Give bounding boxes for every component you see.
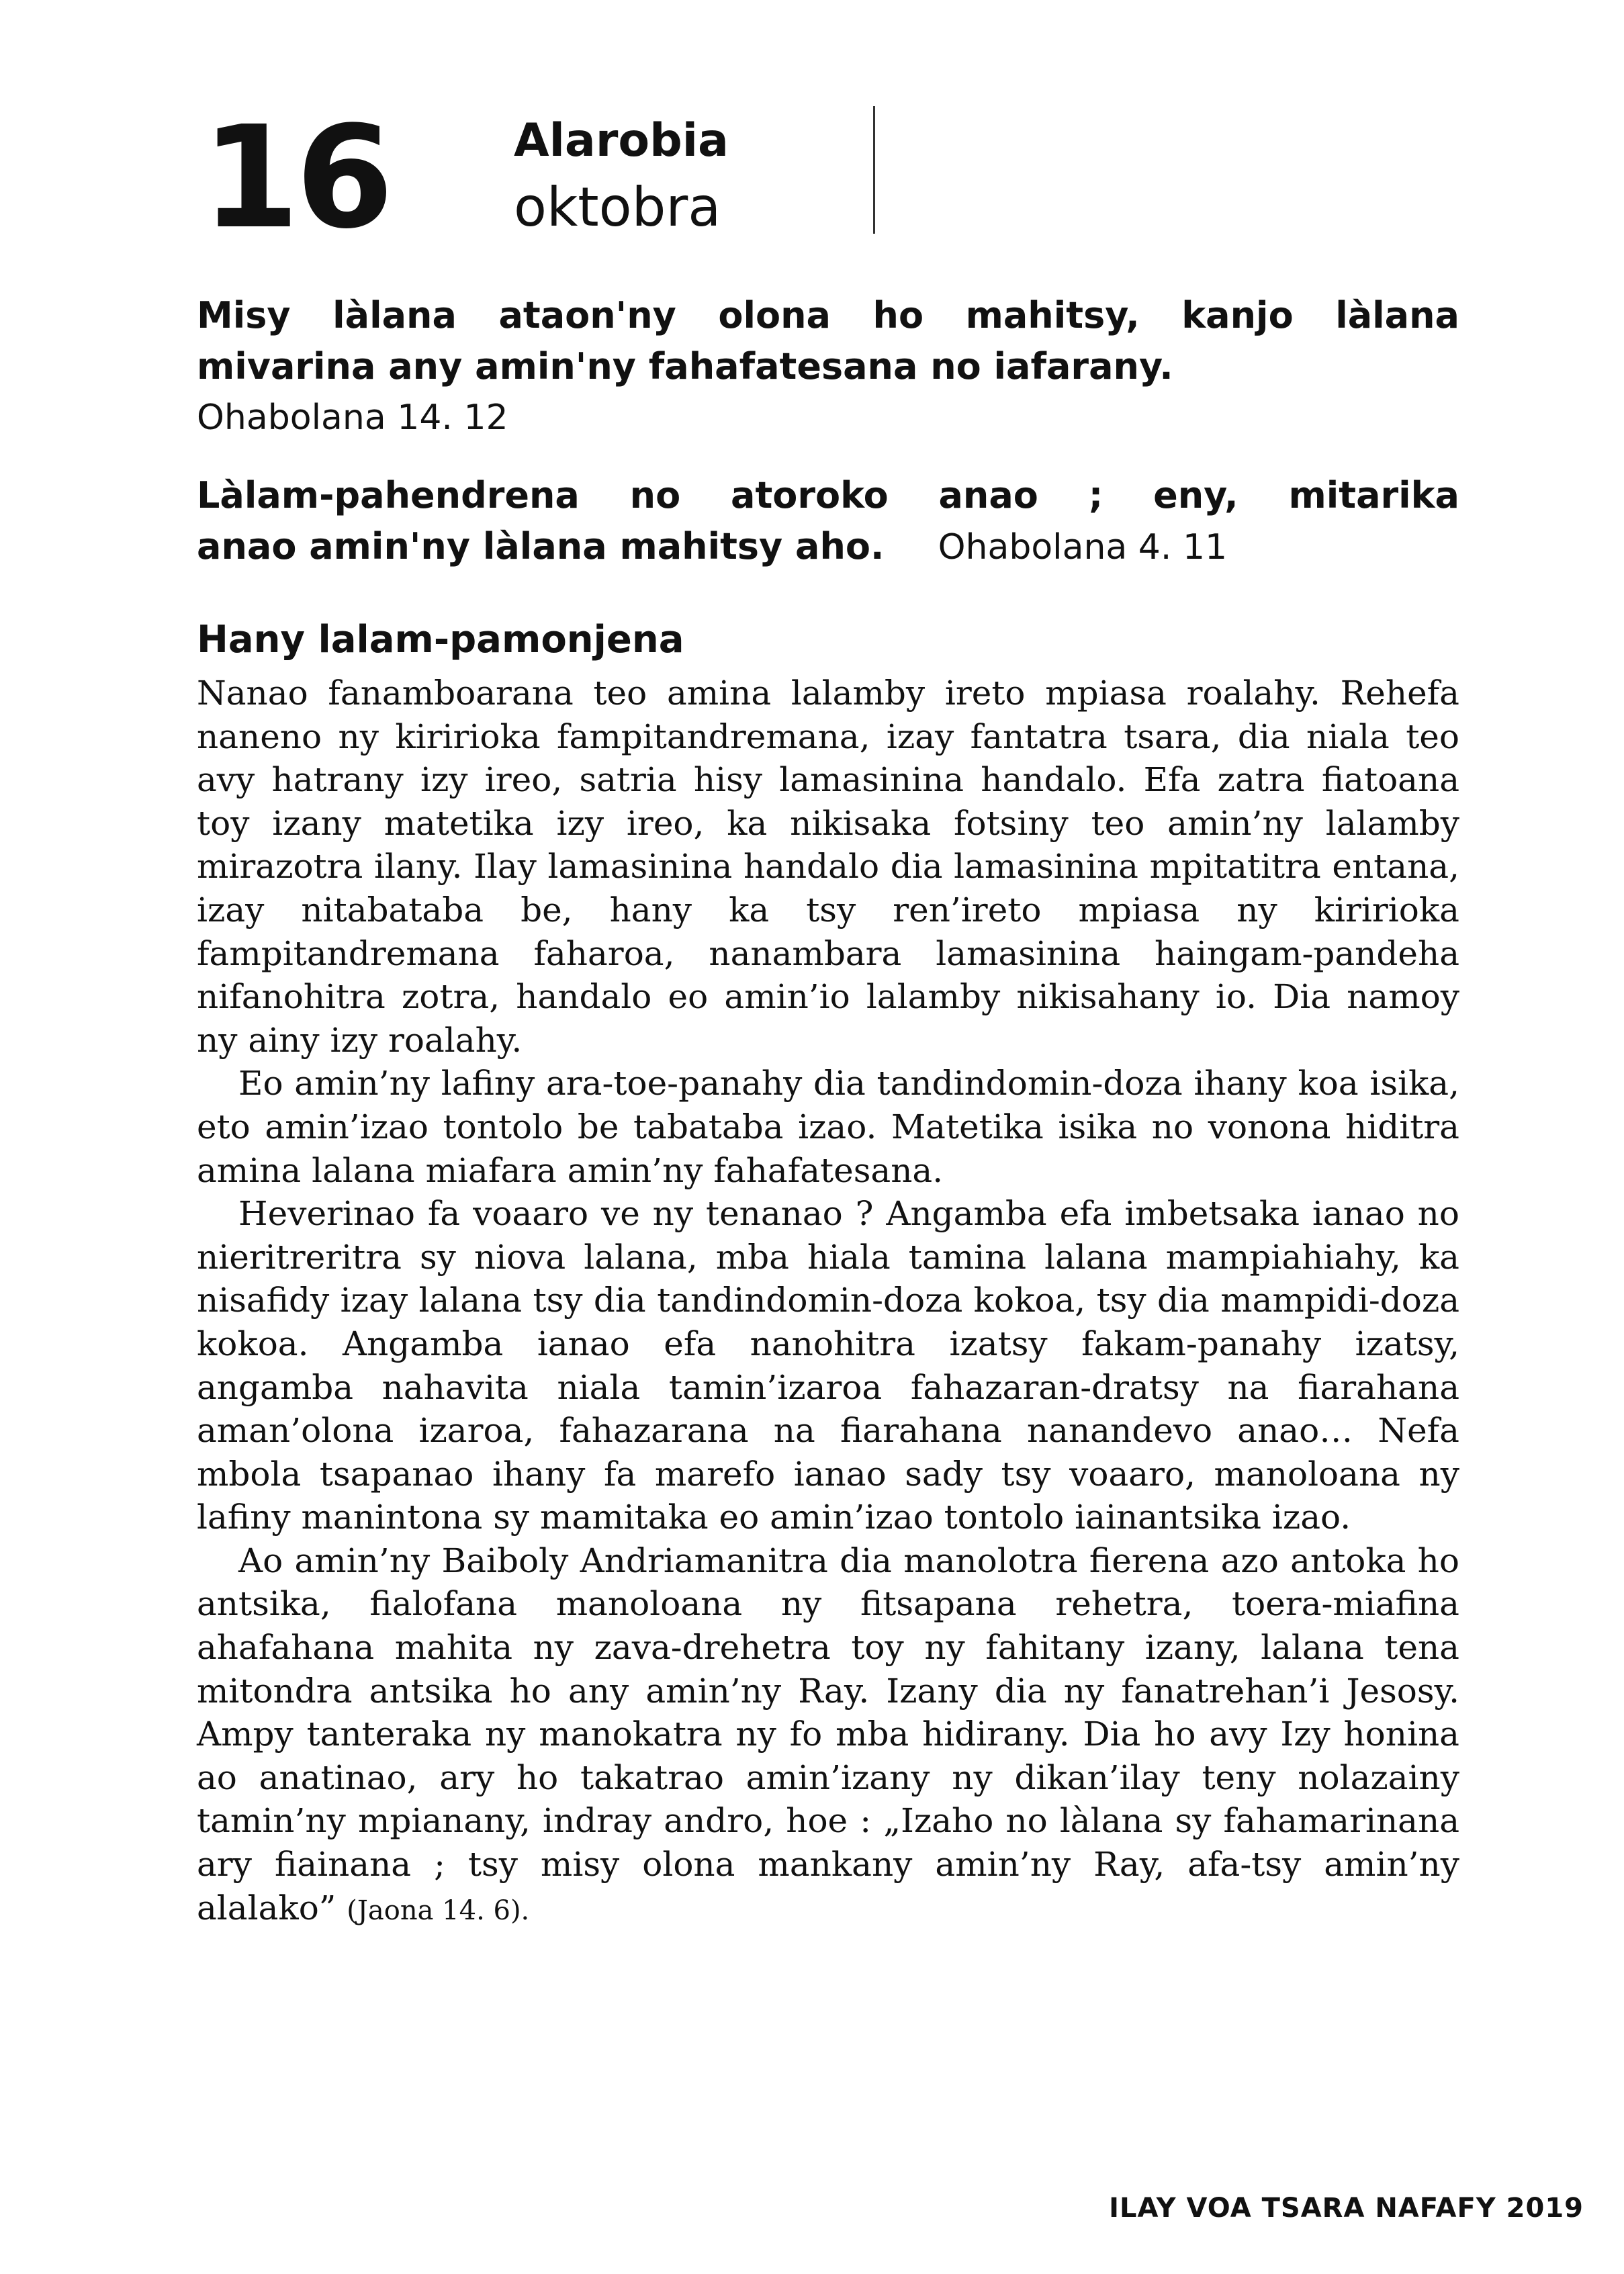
verse-2-line-2: anao amin'ny làlana mahitsy aho.	[197, 525, 885, 567]
reading-body	[197, 672, 1459, 1932]
paragraph-3: Heverinao fa voaaro ve ny tenanao ? Angamba efa imbetsaka ianao no nieritreritra sy niova lalana, mba hiala tamina lalana mampiahiahy, ka nisafidy izay lalana tsy dia tandindomin-doza kokoa, tsy dia mampidi-doza kokoa. Angamba ianao efa nanohitra izatsy fakam-panahy izatsy, angamba nahavita niala tamin’izaroa fahazaran-dratsy na fiarahana aman’olona izaroa, fahazarana na fiarahana nanandevo anao… Nefa mbola tsapanao ihany fa marefo ianao sady tsy voaaro, manoloana ny lafiny manintona sy mamitaka eo amin’izao tontolo iainantsika izao.	[197, 1194, 1459, 1537]
reading-title: Hany lalam-pamonjena	[197, 618, 684, 662]
paragraph-4-wrap	[197, 1539, 1459, 1932]
paragraph-2: Eo amin’ny lafiny ara-toe-panahy dia tandindomin-doza ihany koa isika, eto amin’izao tontolo be tabataba izao. Matetika isika no vonona hiditra amina lalana miafara amin’ny fahafatesana.	[197, 1064, 1459, 1190]
verse-1-line-1: Misy làlana ataon'ny olona ho mahitsy, kanjo làlana	[197, 294, 1459, 336]
verse-2-reference: Ohabolana 4. 11	[938, 527, 1228, 567]
verse-1-line-2: mivarina any amin'ny fahafatesana no iafarany.	[197, 345, 1173, 388]
publication-footer: ILAY VOA TSARA NAFAFY 2019	[1109, 2193, 1584, 2224]
header-divider	[873, 106, 875, 234]
month-label: oktobra	[514, 176, 721, 238]
verse-1-reference: Ohabolana 14. 12	[197, 398, 508, 438]
paragraph-1: Nanao fanamboarana teo amina lalamby ireto mpiasa roalahy. Rehefa naneno ny kiririoka fampitandremana, izay fantatra tsara, dia niala teo avy hatrany izy ireo, satria hisy lamasinina handalo. Efa zatra fiatoana toy izany matetika izy ireo, ka nikisaka fotsiny teo amin’ny lalamby mirazotra ilany. Ilay lamasinina handalo dia lamasinina mpitatitra entana, izay nitabataba be, hany ka tsy ren’ireto mpiasa ny kiririoka fampitandremana faharoa, nanambara lamasinina haingam-pandeha nifanohitra zotra, handalo eo amin’io lalamby nikisahany io. Dia namoy ny ainy izy roalahy.	[197, 674, 1459, 1060]
paragraph-4: Ao amin’ny Baiboly Andriamanitra dia manolotra fierena azo antoka ho antsika, fialofana manoloana ny fitsapana rehetra, toera-miafina ahafahana mahita ny zava-drehetra toy ny fahitany izany, lalana tena mitondra antsika ho any amin’ny Ray. Izany dia ny fanatrehan’i Jesosy. Ampy tanteraka ny manokatra ny fo mba hidirany. Dia ho avy Izy honina ao anatinao, ary ho takatrao amin’izany ny dikan’ilay teny nolazainy tamin’ny mpianany, indray andro, hoe : „Izaho no làlana sy fahamarinana ary fiainana ; tsy misy olona mankany amin’ny Ray, afa-tsy amin’ny alalako”	[197, 1541, 1459, 1927]
verse-2-line-1: Làlam-pahendrena no atoroko anao ; eny, mitarika	[197, 474, 1459, 516]
verse-2-line-2-wrap	[197, 521, 1459, 573]
day-number: 16	[201, 95, 390, 260]
verse-1	[197, 290, 1459, 392]
closing-reference: (Jaona 14. 6).	[347, 1895, 530, 1926]
date-header	[201, 95, 940, 260]
weekday-label: Alarobia	[514, 114, 729, 167]
verse-2	[197, 470, 1459, 573]
